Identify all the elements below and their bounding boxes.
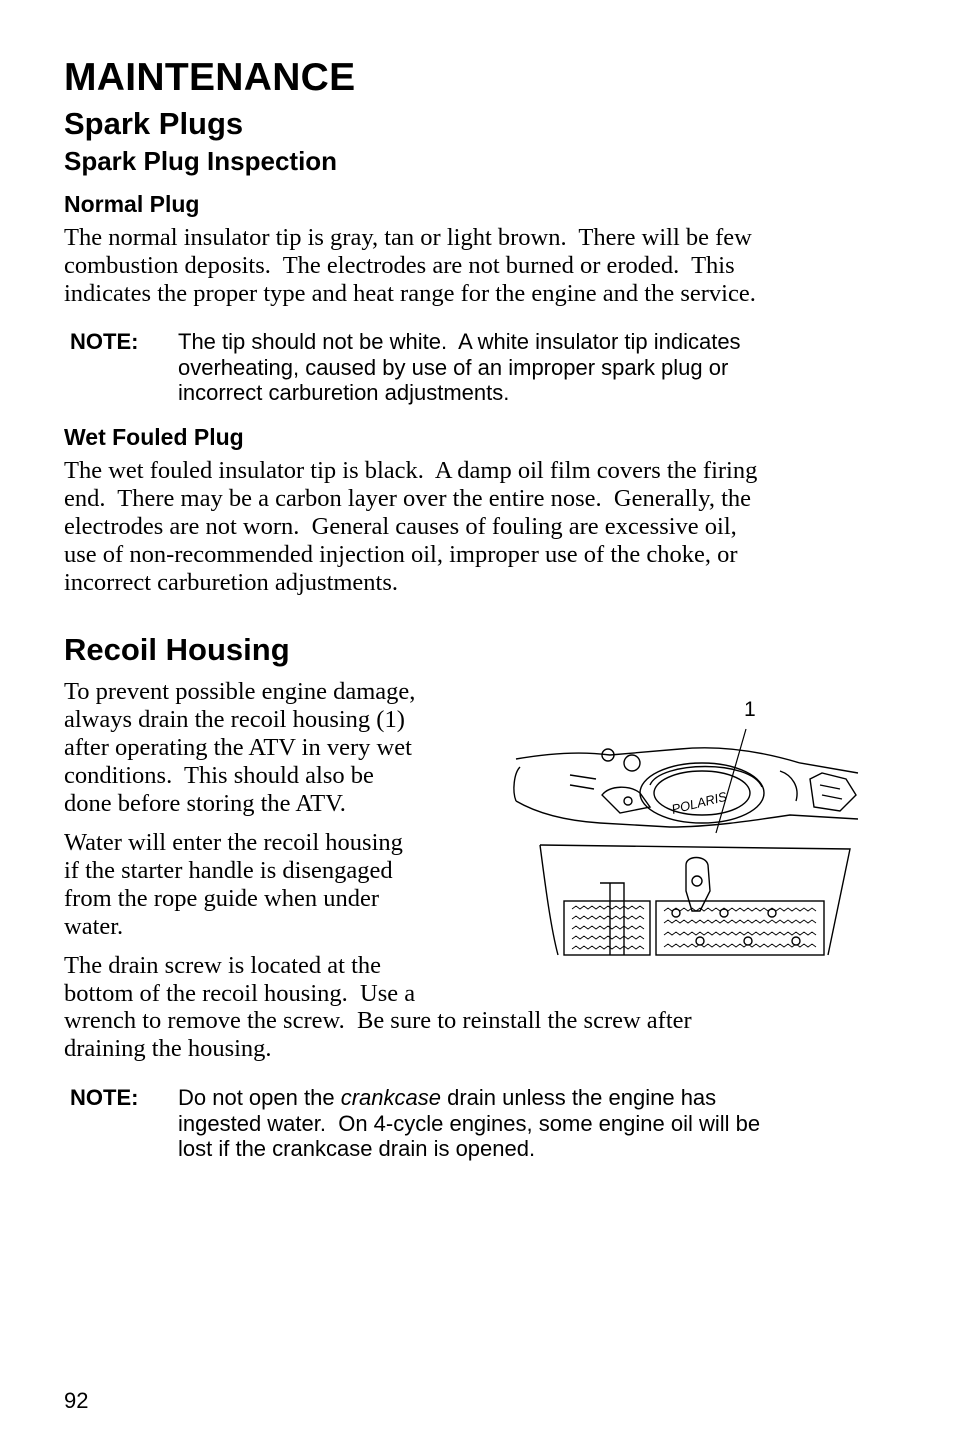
wet-fouled-plug-paragraph: [64, 457, 874, 597]
recoil-paragraph-3: [64, 952, 484, 1008]
text-line: incorrect carburetion adjustments.: [178, 380, 510, 405]
recoil-housing-illustration: [510, 715, 860, 965]
text-line: conditions. This should also be: [64, 762, 374, 789]
spark-plugs-heading: Spark Plugs: [64, 106, 244, 141]
text-line: To prevent possible engine damage,: [64, 678, 416, 705]
note-text: [178, 329, 870, 406]
recoil-paragraph-2: [64, 829, 474, 941]
text-line: always drain the recoil housing (1): [64, 706, 405, 733]
text-line: [178, 1085, 870, 1111]
text-line: combustion deposits. The electrodes are not burned or eroded. This: [64, 252, 735, 279]
text-line: lost if the crankcase drain is opened.: [178, 1136, 536, 1161]
note-text: [178, 1085, 870, 1162]
text-line: The tip should not be white. A white insulator tip indicates: [178, 329, 741, 354]
text-line: The normal insulator tip is gray, tan or light brown. There will be few: [64, 224, 752, 251]
page-number: 92: [64, 1388, 89, 1413]
text-line: electrodes are not worn. General causes of fouling are excessive oil,: [64, 513, 737, 540]
text-line: ingested water. On 4-cycle engines, some engine oil will be: [178, 1110, 761, 1136]
text-line: The drain screw is located at the: [64, 952, 382, 979]
text-line: if the starter handle is disengaged: [64, 857, 393, 884]
section-title: MAINTENANCE: [64, 56, 356, 99]
text-line: incorrect carburetion adjustments.: [64, 569, 399, 596]
wet-fouled-plug-heading: Wet Fouled Plug: [64, 424, 244, 450]
recoil-paragraph-3-continued: [64, 1007, 874, 1063]
text-line: wrench to remove the screw. Be sure to reinstall the screw after: [64, 1007, 692, 1034]
text-line: indicates the proper type and heat range for the engine and the service.: [64, 280, 756, 307]
recoil-housing-heading: Recoil Housing: [64, 632, 290, 667]
text-line: The wet fouled insulator tip is black. A damp oil film covers the firing: [64, 457, 758, 484]
text-line: done before storing the ATV.: [64, 790, 346, 817]
spark-plug-inspection-heading: Spark Plug Inspection: [64, 146, 338, 176]
polaris-logo-text: POLARIS: [669, 788, 729, 817]
text-line: end. There may be a carbon layer over the entire nose. Generally, the: [64, 485, 752, 512]
crankcase-note: [70, 1085, 870, 1162]
text-line: Water will enter the recoil housing: [64, 829, 403, 856]
text-line: from the rope guide when under: [64, 885, 379, 912]
text-line: bottom of the recoil housing. Use a: [64, 980, 416, 1007]
text-line: water.: [64, 913, 124, 940]
note-label: NOTE:: [70, 329, 139, 354]
note-text-end: drain unless the engine has: [440, 1085, 717, 1110]
spark-plug-note: [70, 329, 870, 406]
figure-callout-1: 1: [744, 698, 756, 721]
normal-plug-heading: Normal Plug: [64, 191, 200, 217]
normal-plug-paragraph: [64, 224, 874, 308]
text-line: after operating the ATV in very wet: [64, 734, 412, 761]
text-line: use of non-recommended injection oil, improper use of the choke, or: [64, 541, 738, 568]
crankcase-emphasis: crankcase: [340, 1085, 441, 1110]
note-text-start: Do not open the: [178, 1085, 341, 1110]
note-label: NOTE:: [70, 1085, 139, 1110]
recoil-paragraph-1: [64, 678, 474, 818]
text-line: overheating, caused by use of an improper spark plug or: [178, 354, 729, 380]
text-line: draining the housing.: [64, 1035, 272, 1062]
